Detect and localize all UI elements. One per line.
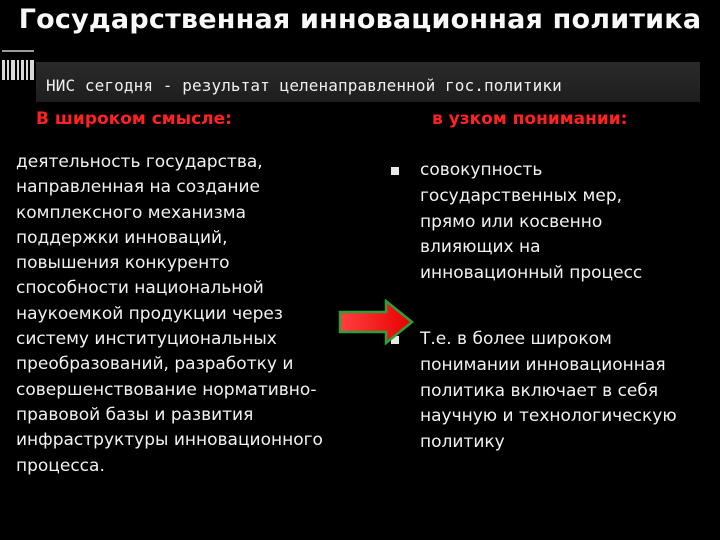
list-item-line: научную и технологическую xyxy=(420,406,677,427)
left-column-header: В широком смысле: xyxy=(36,109,232,129)
left-text-line: систему институциональных xyxy=(16,329,277,350)
list-item-line: политику xyxy=(420,432,505,453)
list-item xyxy=(388,158,718,287)
left-text-line: процесса. xyxy=(16,455,105,476)
left-text-line: поддержки инноваций, xyxy=(16,227,228,248)
left-text-line: комплексного механизма xyxy=(16,202,247,223)
right-column-list xyxy=(388,158,718,456)
left-text-line: преобразований, разработку и xyxy=(16,354,294,375)
left-column-text xyxy=(16,150,376,479)
list-item-line: понимании инновационная xyxy=(420,354,666,375)
left-text-line: способности национальной xyxy=(16,278,264,299)
left-text-line: направленная на создание xyxy=(16,177,260,198)
list-item-line: государственных мер, xyxy=(420,185,623,206)
list-item-line: влияющих на xyxy=(420,237,541,258)
left-text-line: совершенствование нормативно- xyxy=(16,379,317,400)
list-item-line: прямо или косвенно xyxy=(420,211,603,232)
left-text-line: деятельность государства, xyxy=(16,152,263,172)
right-column-header: в узком понимании: xyxy=(432,109,628,129)
left-text-line: инфраструктуры инновационного xyxy=(16,430,323,451)
list-item-line: инновационный процесс xyxy=(420,263,643,284)
subtitle: НИС сегодня - результат целенаправленной гос.политики xyxy=(46,76,562,95)
slide-title: Государственная инновационная политика xyxy=(18,4,702,35)
striped-decoration xyxy=(0,38,36,100)
list-item-line: Т.е. в более широком xyxy=(420,328,612,349)
list-item-line: политика включает в себя xyxy=(420,380,659,401)
left-text-line: наукоемкой продукции через xyxy=(16,303,283,324)
left-text-line: повышения конкуренто xyxy=(16,253,230,274)
left-text-line: правовой базы и развития xyxy=(16,404,254,425)
right-arrow-icon xyxy=(338,299,414,345)
list-item-line: совокупность xyxy=(420,160,543,180)
list-item xyxy=(388,327,718,456)
square-bullet-icon xyxy=(391,167,399,175)
